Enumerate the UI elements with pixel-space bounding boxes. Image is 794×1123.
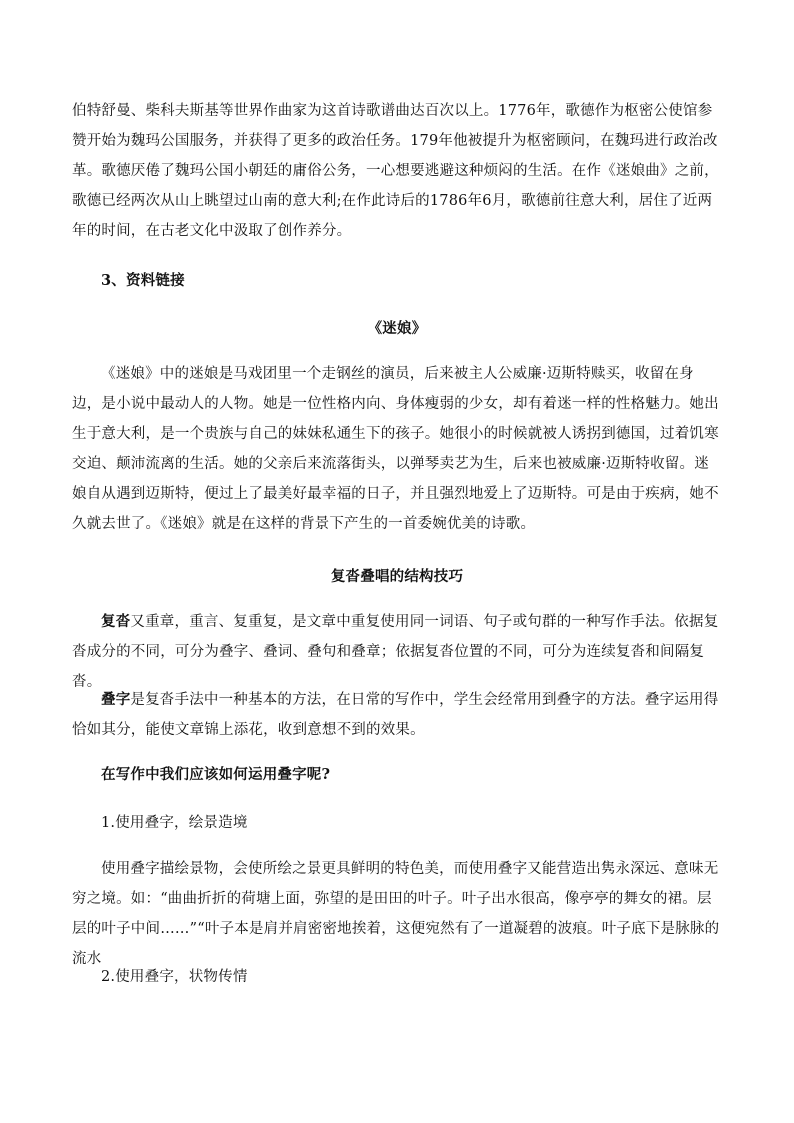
- point1-heading: 1.使用叠字，绘景造境: [101, 815, 248, 831]
- mignon-paragraph: 《迷娘》中的迷娘是马戏团里一个走钢丝的演员，后来被主人公威廉·迈斯特赎买，收留在身边，是小说中最动人的人物。她是一位性格内向、身体瘦弱的少女，却有着迷一样的性格魅力。她出生于意大利，是一个贵族与自己的妹妹私通生下的孩子。她很小的时候就被人诱拐到德国，过着饥寒交迫、颠沛流离的生活。她的父亲后来流落街头，以弹琴卖艺为生，后来也被威廉·迈斯特收留。迷娘自从遇到迈斯特，便过上了最美好最幸福的日子，并且强烈地爱上了迈斯特。可是由于疾病，她不久就去世了。《迷娘》就是在这样的背景下产生的一首委婉优美的诗歌。: [72, 366, 719, 532]
- subtitle-mignon: 《迷娘》: [367, 320, 427, 337]
- point2-heading: 2.使用叠字，状物传情: [101, 969, 248, 985]
- point1-paragraph: 使用叠字描绘景物，会使所绘之景更具鲜明的特色美，而使用叠字又能营造出隽永深远、意味无穷之境。如：“曲曲折折的荷塘上面，弥望的是田田的叶子。叶子出水很高，像亭亭的舞女的裙。层层的叶子中间……”“叶子本是肩并肩密密地挨着，这便宛然有了一道凝碧的波痕。叶子底下是脉脉的流水: [72, 861, 720, 967]
- subtitle-technique: 复沓叠唱的结构技巧: [330, 568, 464, 585]
- diezi-text: 是复沓手法中一种基本的方法，在日常的写作中，学生会经常用到叠字的方法。叠字运用得恰如其分，能使文章锦上添花，收到意想不到的效果。: [72, 692, 719, 738]
- fuda-term: 复沓: [101, 613, 131, 630]
- fuda-text: 又重章，重言、复重复，是文章中重复使用同一词语、句子或句群的一种写作手法。依据复沓成分的不同，可分为叠字、叠词、叠句和叠章；依据复沓位置的不同，可分为连续复沓和间隔复沓。: [72, 614, 719, 690]
- section-heading: 3、资料链接: [101, 272, 185, 289]
- diezi-term: 叠字: [101, 691, 131, 708]
- fuda-paragraph: [72, 607, 722, 697]
- diezi-paragraph: [72, 685, 722, 745]
- intro-paragraph: 伯特舒曼、柴科夫斯基等世界作曲家为这首诗歌谱曲达百次以上。1776年，歌德作为枢密公使馆参赞开始为魏玛公国服务，并获得了更多的政治任务。179年他被提升为枢密顾问，在魏玛进行政治改革。歌德厌倦了魏玛公国小朝廷的庸俗公务，一心想要逃避这种烦闷的生活。在作《迷娘曲》之前，歌德已经两次从山上眺望过山南的意大利;在作此诗后的1786年6月，歌德前往意大利，居住了近两年的时间，在古老文化中汲取了创作养分。: [72, 103, 719, 239]
- question-heading: 在写作中我们应该如何运用叠字呢?: [101, 766, 331, 783]
